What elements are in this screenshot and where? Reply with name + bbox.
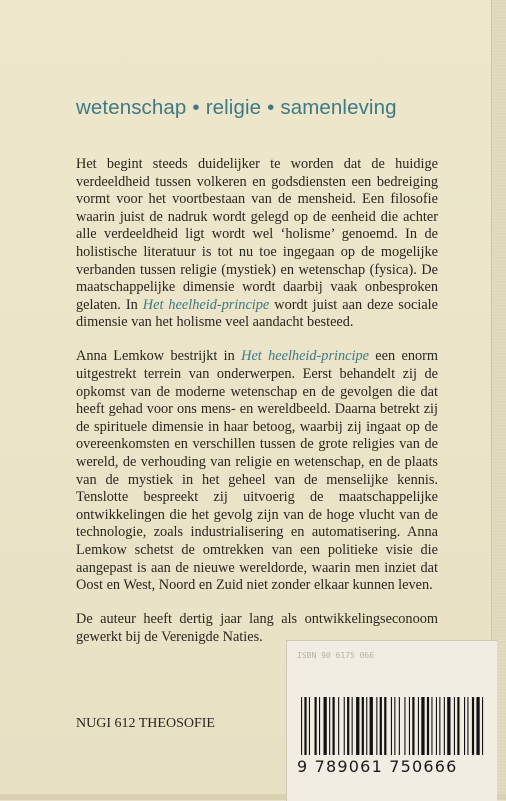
barcode-bar <box>352 697 353 755</box>
barcode-bar <box>472 697 474 755</box>
barcode-bar <box>384 697 386 755</box>
barcode-bar <box>370 697 373 755</box>
barcode-bar <box>467 697 468 755</box>
subject-society: samenleving <box>280 96 397 119</box>
subject-religion: religie <box>205 96 262 119</box>
barcode-bar <box>380 697 382 755</box>
barcode-bar <box>447 697 450 755</box>
barcode-bar <box>338 697 339 755</box>
barcode-sticker <box>286 640 497 801</box>
barcode-bar <box>366 697 367 755</box>
barcode-bar <box>399 697 400 755</box>
barcode-bar <box>404 697 405 755</box>
barcode-bar <box>391 697 392 755</box>
barcode-bar <box>329 697 330 755</box>
barcode-bar <box>421 697 424 755</box>
paragraph-1-part-a: Het begint steeds duidelijker te worden dat de huidige verdeeldheid tussen volkeren en godsdiensten een bedreiging vormt voor het voortbestaan van de mensheid. Een filosofie waarin juist de nadruk wordt gelegd op de eenheid die achter alle verdeeldheid ligt wordt wel ‘holisme’ genoemd. In de holistische literatuur is tot nu toe ingegaan op de mogelijke verbanden tussen religie (mystiek) en wetenschap (fysica). De maatschappelijke dimensie wordt daarbij vaak onbesproken gelaten. In <box>76 156 438 313</box>
paragraph-1-part-b: wordt juist aan deze sociale dimensie van het holisme veel aandacht besteed. <box>76 296 438 331</box>
barcode-bar <box>362 697 364 755</box>
paragraph-3: De auteur heeft dertig jaar lang als ontwikkelingseconoom gewerkt bij de Verenigde Naties. <box>76 611 438 645</box>
barcode-bar <box>409 697 410 755</box>
barcode-bar <box>304 697 306 755</box>
book-title-ref-1: Het heelheid-principe <box>142 296 270 313</box>
barcode-bar <box>427 697 429 755</box>
barcode-bar <box>309 697 310 755</box>
paragraph-2 <box>76 348 438 594</box>
barcode-bar <box>376 697 377 755</box>
subject-line <box>76 96 456 120</box>
barcode-bar <box>418 697 419 755</box>
book-title-ref-2: Het heelheid-principe <box>241 348 369 365</box>
barcode-bar <box>324 697 327 755</box>
barcode-bar <box>482 697 483 755</box>
barcode-bar <box>464 697 465 755</box>
paragraph-1 <box>76 156 438 332</box>
barcode-bar <box>436 697 437 755</box>
barcode-digits: 9 789061 750666 <box>297 757 458 776</box>
barcode-bar <box>344 697 345 755</box>
barcode-bar <box>319 697 320 755</box>
barcode-bar <box>431 697 432 755</box>
barcode-bar <box>476 697 479 755</box>
barcode-bar <box>454 697 455 755</box>
barcode-bar <box>347 697 349 755</box>
sticker-faint-text: ISBN 90 6175 066 <box>297 651 375 660</box>
paragraph-2-part-a: Anna Lemkow bestrijkt in <box>76 348 242 365</box>
subject-separator-2: • <box>267 96 275 119</box>
barcode-graphic <box>297 697 487 755</box>
barcode-bar <box>394 697 395 755</box>
barcode-bar <box>315 697 317 755</box>
barcode-bar <box>333 697 335 755</box>
blurb <box>76 156 438 663</box>
subject-science: wetenschap <box>76 96 187 119</box>
barcode-bar <box>444 697 445 755</box>
subject-separator-1: • <box>192 96 200 119</box>
paragraph-2-part-b: een enorm uitgestrekt terrein van onderwerpen. Eerst behandelt zij de opkomst van de moderne wetenschap en de gevolgen die dat heeft gehad voor ons mens- en wereldbeeld. Daarna betrekt zij de spirituele dimensie in haar betoog, waarbij zij ingaat op de overeenkomsten en verschillen tussen de grote religies van de wereld, de verhouding van religie en wetenschap, en de plaats van de mystiek in het geheel van de menselijke kennis. Tenslotte bespreekt zij uitvoerig de maatschappelijke ontwikkelingen die het gevolg zijn van de hoge vlucht van de technologie, zoals industrialisering en automatisering. Anna Lemkow schetst de omtrekken van een politieke visie die aangepast is aan de nieuwe wereldorde, waarin men inziet dat Oost en West, Noord en Zuid niet zonder elkaar kunnen leven. <box>76 348 438 594</box>
barcode-bar <box>439 697 440 755</box>
nugi-code: NUGI 612 THEOSOFIE <box>76 716 215 731</box>
barcode-bar <box>412 697 414 755</box>
barcode-bar <box>301 697 302 755</box>
barcode-bar <box>356 697 359 755</box>
barcode-bar <box>457 697 459 755</box>
